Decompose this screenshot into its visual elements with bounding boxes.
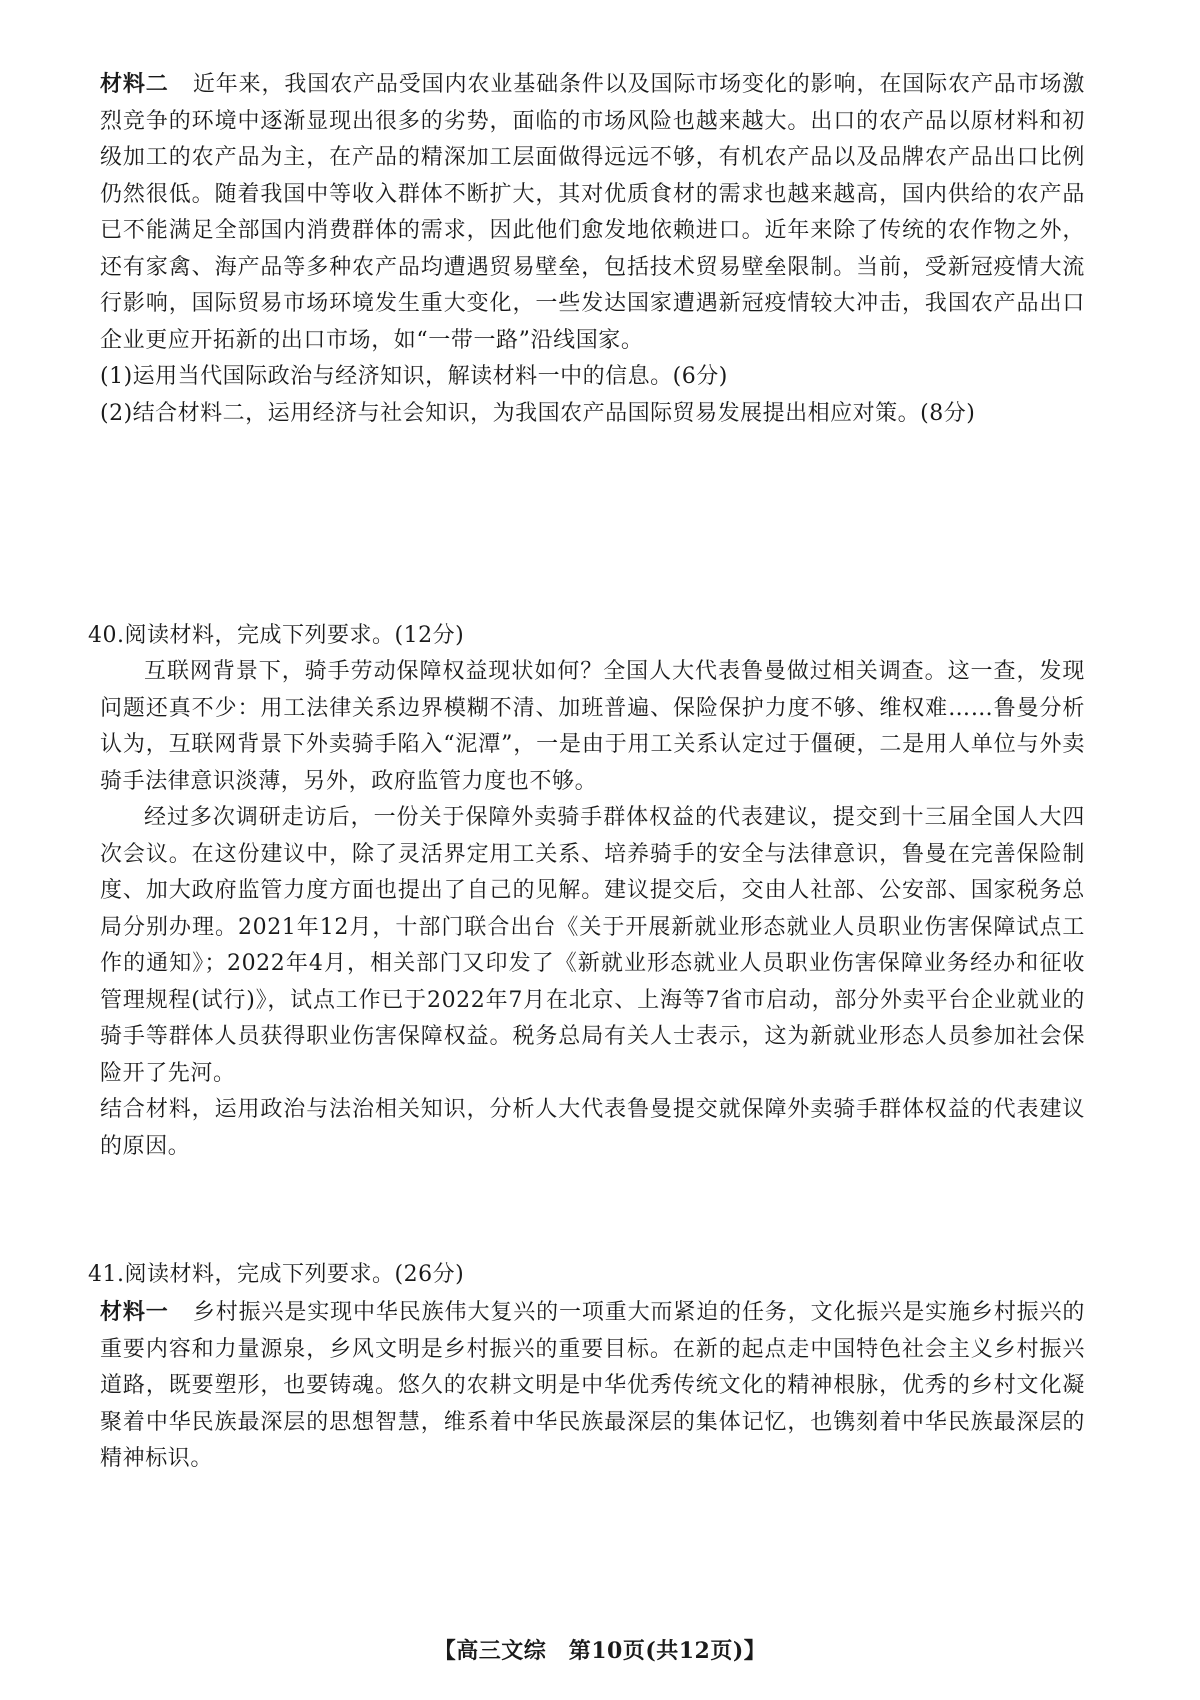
- question-39-part-2: (2)结合材料二，运用经济与社会知识，为我国农产品国际贸易发展提出相应对策。(8分): [100, 400, 976, 426]
- question-41-block: [100, 1294, 1085, 1478]
- material-two-text: 近年来，我国农产品受国内农业基础条件以及国际市场变化的影响，在国际农产品市场激烈竞争的环境中逐渐显现出很多的劣势，面临的市场风险也越来越大。出口的农产品以原材料和初级加工的农产品为主，在产品的精深加工层面做得远远不够，有机农产品以及品牌农产品出口比例仍然很低。随着我国中等收入群体不断扩大，其对优质食材的需求也越来越高，国内供给的农产品已不能满足全部国内消费群体的需求，因此他们愈发地依赖进口。近年来除了传统的农作物之外，还有家禽、海产品等多种农产品均遭遇贸易壁垒，包括技术贸易壁垒限制。当前，受新冠疫情大流行影响，国际贸易市场环境发生重大变化，一些发达国家遭遇新冠疫情较大冲击，我国农产品出口企业更应开拓新的出口市场，如“一带一路”沿线国家。: [100, 72, 1085, 353]
- material-one-label: 材料一: [100, 1299, 169, 1325]
- question-41-heading: 41.阅读材料，完成下列要求。(26分): [88, 1262, 465, 1287]
- question-39-part-1: (1)运用当代国际政治与经济知识，解读材料一中的信息。(6分): [100, 364, 728, 389]
- question-40-heading: 40.阅读材料，完成下列要求。(12分): [88, 623, 465, 648]
- material-one-text: 乡村振兴是实现中华民族伟大复兴的一项重大而紧迫的任务，文化振兴是实施乡村振兴的重要内容和力量源泉，乡风文明是乡村振兴的重要目标。在新的起点走中国特色社会主义乡村振兴道路，既要塑形，也要铸魂。悠久的农耕文明是中华优秀传统文化的精神根脉，优秀的乡村文化凝聚着中华民族最深层的思想智慧，维系着中华民族最深层的集体记忆，也镌刻着中华民族最深层的精神标识。: [100, 1300, 1085, 1471]
- question-40-block: [100, 654, 1085, 1165]
- question-40-paragraph-1: 互联网背景下，骑手劳动保障权益现状如何？全国人大代表鲁曼做过相关调查。这一查，发现问题还真不少：用工法律关系边界模糊不清、加班普遍、保险保护力度不够、维权难……鲁曼分析认为，互联网背景下外卖骑手陷入“泥潭”，一是由于用工关系认定过于僵硬，二是用人单位与外卖骑手法律意识淡薄，另外，政府监管力度也不够。: [100, 659, 1085, 794]
- page-footer: 【高三文综 第10页(共12页)】: [433, 1638, 767, 1664]
- material-two-paragraph: [100, 66, 1085, 359]
- question-40-prompt: 结合材料，运用政治与法治相关知识，分析人大代表鲁曼提交就保障外卖骑手群体权益的代表建议的原因。: [100, 1097, 1085, 1159]
- material-two-label: 材料二: [100, 71, 169, 97]
- material-two-block: [100, 66, 1085, 432]
- material-one-paragraph: [100, 1294, 1085, 1478]
- question-40-paragraph-2: 经过多次调研走访后，一份关于保障外卖骑手群体权益的代表建议，提交到十三届全国人大四次会议。在这份建议中，除了灵活界定用工关系、培养骑手的安全与法律意识，鲁曼在完善保险制度、加大政府监管力度方面也提出了自己的见解。建议提交后，交由人社部、公安部、国家税务总局分别办理。2021年12月，十部门联合出台《关于开展新就业形态就业人员职业伤害保障试点工作的通知》；2022年4月，相关部门又印发了《新就业形态就业人员职业伤害保障业务经办和征收管理规程(试行)》，试点工作已于2022年7月在北京、上海等7省市启动，部分外卖平台企业就业的骑手等群体人员获得职业伤害保障权益。税务总局有关人士表示，这为新就业形态人员参加社会保险开了先河。: [100, 805, 1085, 1086]
